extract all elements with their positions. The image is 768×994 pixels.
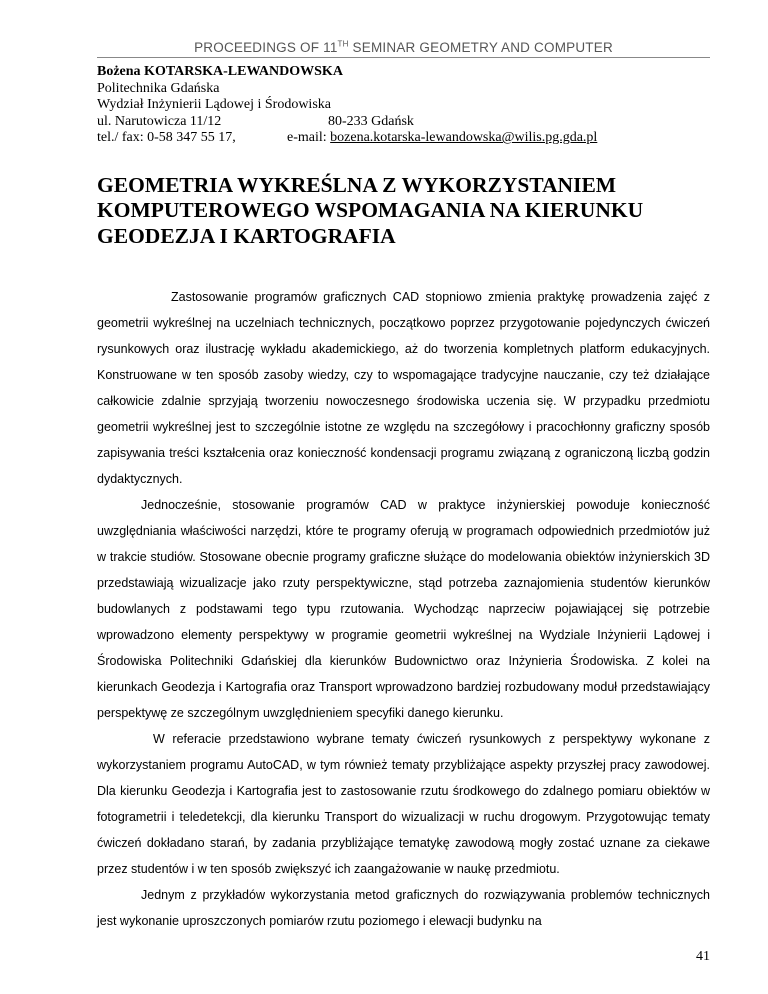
page-number: 41 [696, 949, 710, 964]
body-paragraph-4: Jednym z przykładów wykorzystania metod graficznych do rozwiązywania problemów technicznych jest wykonanie uproszczonych pomiarów rzutu poziomego i elewacji budynku na [97, 888, 710, 928]
running-header-text-pre: PROCEEDINGS OF 11 [194, 40, 338, 55]
author-address-line [97, 114, 710, 131]
author-department: Wydział Inżynierii Lądowej i Środowiska [97, 97, 331, 113]
author-affiliation: Politechnika Gdańska [97, 80, 220, 96]
author-street: ul. Narutowicza 11/12 [97, 113, 222, 129]
body-paragraph-2: Jednocześnie, stosowanie programów CAD w praktyce inżynierskiej powoduje konieczność uwzględniania właściwości narzędzi, które te programy oferują w programach odpowiednich przedmiotów już w trakcie studiów. Stosowane obecnie programy graficzne służące do modelowania obiektów inżynierskich 3D przedstawiają wizualizacje jako rzuty perspektywiczne, stąd potrzeba zaznajomienia studentów kierunków budowlanych z podstawami tego typu rzutowania. Wychodząc naprzeciw pojawiającej się potrzebie wprowadzono elementy perspektywy w programie geometrii wykreślnej na Wydziale Inżynierii Lądowej i Środowiska Politechniki Gdańskiej dla kierunków Budownictwo oraz Inżynieria Środowiska. Z kolei na kierunkach Geodezja i Kartografia oraz Transport wprowadzono bardziej rozbudowany moduł przedstawiający perspektywę ze szczególnym uwzględnieniem specyfiki danego kierunku. [97, 498, 710, 720]
running-header-superscript: TH [337, 39, 349, 49]
author-email-group [287, 130, 597, 147]
author-email-link[interactable]: bozena.kotarska-lewandowska@wilis.pg.gda.pl [330, 130, 598, 146]
abstract-body [97, 284, 710, 934]
running-header-text-post: SEMINAR GEOMETRY AND COMPUTER [348, 40, 613, 55]
header-rule [97, 57, 710, 58]
paper-title: GEOMETRIA WYKREŚLNA Z WYKORZYSTANIEM KOMPUTEROWEGO WSPOMAGANIA NA KIERUNKU GEODEZJA I KARTOGRAFIA [97, 173, 644, 248]
author-email-label: e-mail: [287, 130, 331, 146]
author-block [97, 64, 710, 147]
author-name: Bożena KOTARSKA-LEWANDOWSKA [97, 64, 343, 79]
body-paragraph-1: Zastosowanie programów graficznych CAD stopniowo zmienia praktykę prowadzenia zajęć z geometrii wykreślnej na uczelniach technicznych, początkowo poprzez przygotowanie pojedynczych ćwiczeń rysunkowych oraz ilustrację wykładu akademickiego, aż do tworzenia kompletnych platform edukacyjnych. Konstruowane w ten sposób zasoby wiedzy, czy to wspomagające tradycyjne nauczanie, czy też działające całkowicie zdalnie sprzyjają tworzeniu nowoczesnego środowiska uczenia się. W przypadku przedmiotu geometrii wykreślnej jest to szczególnie istotne ze względu na szczegółowy i pracochłonny graficzny sposób zapisywania treści kształcenia oraz konieczność kondensacji programu związaną z ograniczoną liczbą godzin dydaktycznych. [97, 290, 710, 486]
author-contact-line [97, 130, 710, 147]
author-postal: 80-233 Gdańsk [328, 113, 414, 129]
author-phone: tel./ fax: 0-58 347 55 17, [97, 130, 236, 146]
running-header [97, 40, 710, 55]
body-paragraph-3: W referacie przedstawiono wybrane tematy ćwiczeń rysunkowych z perspektywy wykonane z wykorzystaniem programu AutoCAD, w tym również tematy przybliżające aspekty przyszłej pracy zawodowej. Dla kierunku Geodezja i Kartografia jest to zastosowanie rzutu środkowego do zdalnego pomiaru obiektów w fotogrametrii i teledetekcji, dla kierunku Transport do wizualizacji w ruchu drogowym. Przygotowując tematy ćwiczeń dokładano starań, by zadania przybliżające tematykę zawodową mogły zostać uznane za ciekawe przez studentów i w ten sposób zwiększyć ich zaangażowanie w naukę przedmiotu. [97, 732, 710, 876]
